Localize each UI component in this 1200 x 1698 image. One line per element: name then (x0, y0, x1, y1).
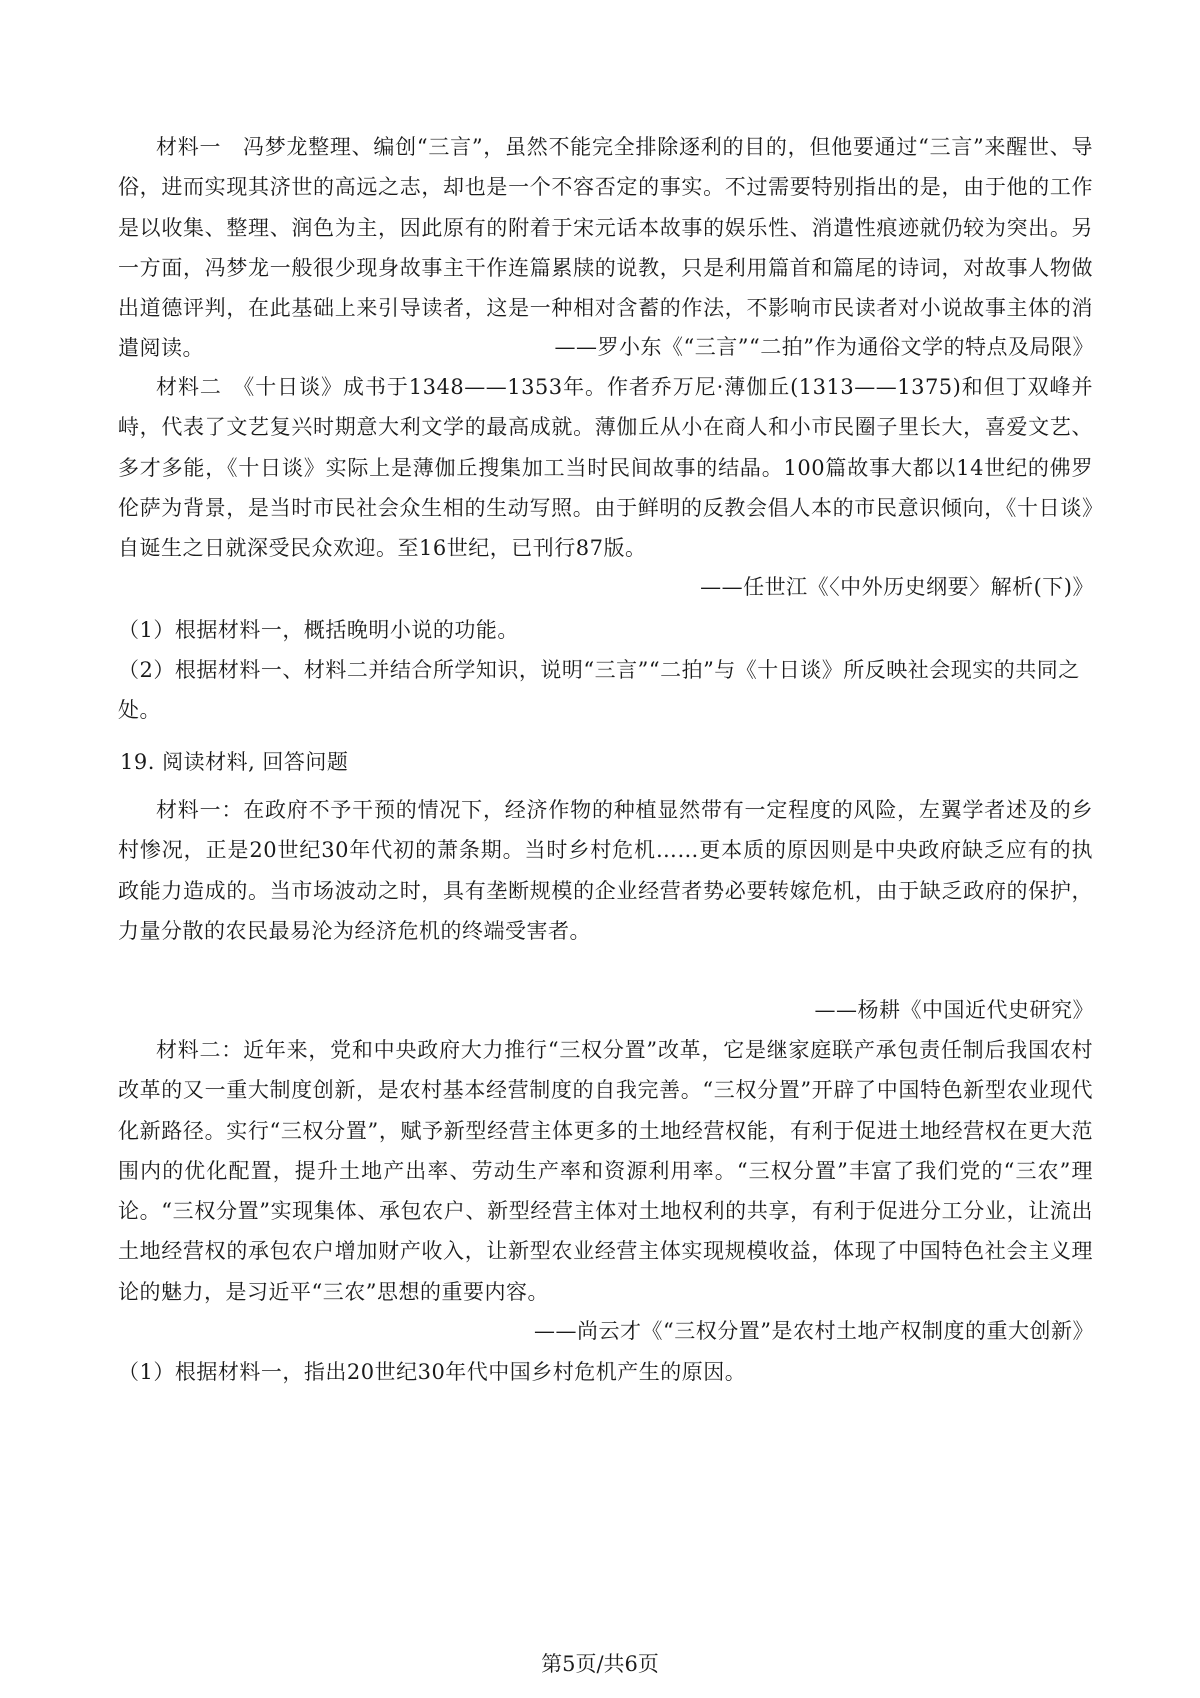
q19-material-1: 材料一：在政府不予干预的情况下，经济作物的种植显然带有一定程度的风险，左翼学者述及的乡村惨况，正是20世纪30年代初的萧条期。当时乡村危机……更本质的原因则是中央政府缺乏应有的执政能力造成的。当市场波动之时，具有垄断规模的企业经营者势必要转嫁危机，由于缺乏政府的保护，力量分散的农民最易沦为经济危机的终端受害者。 (118, 798, 1093, 943)
q19-material-2: 材料二：近年来，党和中央政府大力推行“三权分置”改革，它是继家庭联产承包责任制后我国农村改革的又一重大制度创新，是农村基本经营制度的自我完善。“三权分置”开辟了中国特色新型农业现代化新路径。实行“三权分置”，赋予新型经营主体更多的土地经营权能，有利于促进土地经营权在更大范围内的优化配置，提升土地产出率、劳动生产率和资源利用率。“三权分置”丰富了我们党的“三农”理论。“三权分置”实现集体、承包农户、新型经营主体对土地权利的共享，有利于促进分工分业，让流出土地经营权的承包农户增加财产收入，让新型农业经营主体实现规模收益，体现了中国特色社会主义理论的魅力，是习近平“三农”思想的重要内容。 (118, 1038, 1093, 1304)
q19-source-1: ——杨耕《中国近代史研究》 (814, 998, 1094, 1022)
q18-source-1: ——罗小东《“三言”“二拍”作为通俗文学的特点及局限》 (554, 335, 1094, 359)
page-number: 第5页/共6页 (541, 1652, 659, 1676)
q19-source-2: ——尚云才《“三权分置”是农村土地产权制度的重大创新》 (534, 1319, 1094, 1343)
q18-material-2: 材料二 《十日谈》成书于1348——1353年。作者乔万尼·薄伽丘(1313——1375)和但丁双峰并峙，代表了文艺复兴时期意大利文学的最高成就。薄伽丘从小在商人和小市民圈子里长大，喜爱文艺、多才多能，《十日谈》实际上是薄伽丘搜集加工当时民间故事的结晶。100篇故事大都以14世纪的佛罗伦萨为背景，是当时市民社会众生相的生动写照。由于鲜明的反教会倡人本的市民意识倾向，《十日谈》自诞生之日就深受民众欢迎。至16世纪，已刊行87版。 (118, 375, 1093, 561)
q18-material-1: 材料一 冯梦龙整理、编创“三言”，虽然不能完全排除逐利的目的，但他要通过“三言”来醒世、导俗，进而实现其济世的高远之志，却也是一个不容否定的事实。不过需要特别指出的是，由于他的工作是以收集、整理、润色为主，因此原有的附着于宋元话本故事的娱乐性、消遣性痕迹就仍较为突出。另一方面，冯梦龙一般很少现身故事主干作连篇累牍的说教，只是利用篇首和篇尾的诗词，对故事人物做出道德评判，在此基础上来引导读者，这是一种相对含蓄的作法，不影响市民读者对小说故事主体的消遣阅读。 (118, 135, 1093, 361)
q18-question-2: （2）根据材料一、材料二并结合所学知识，说明“三言”“二拍”与《十日谈》所反映社会现实的共同之处。 (118, 658, 1080, 723)
q18-source-2: ——任世江《〈中外历史纲要〉解析(下)》 (700, 575, 1094, 599)
q19-heading: 19. 阅读材料, 回答问题 (120, 750, 349, 774)
q18-question-1: （1）根据材料一，概括晚明小说的功能。 (118, 618, 519, 642)
q19-question-1: （1）根据材料一，指出20世纪30年代中国乡村危机产生的原因。 (118, 1360, 747, 1384)
